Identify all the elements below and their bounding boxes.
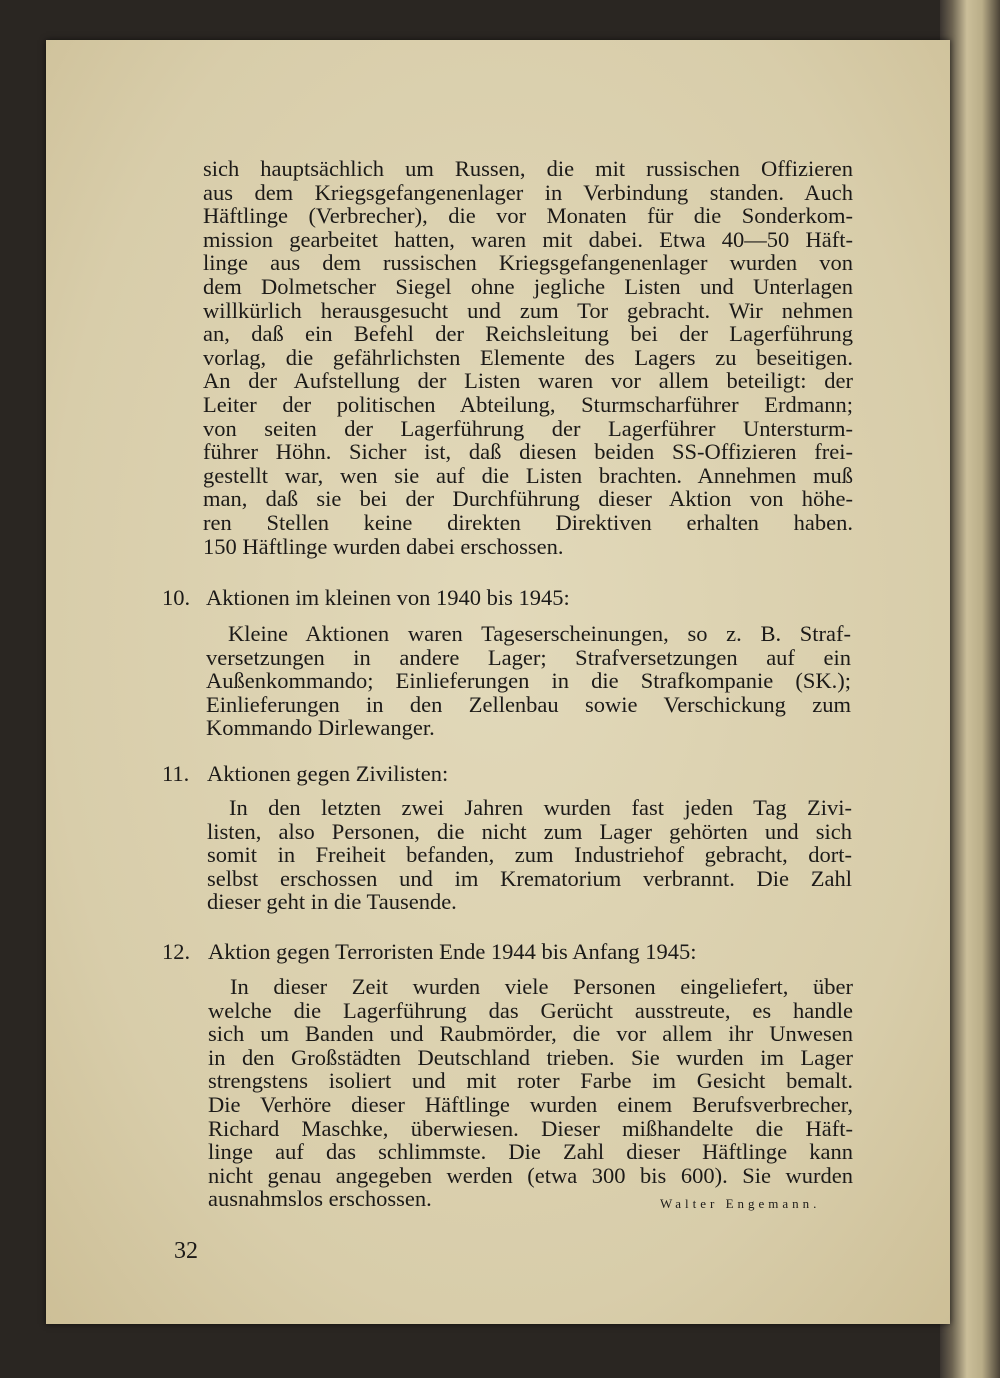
paragraph-intro — [203, 157, 853, 558]
text-line: sich hauptsächlich um Russen, die mit russischen Offizieren — [203, 156, 853, 181]
text-line: dieser geht in die Tausende. — [207, 889, 457, 915]
text-line: linge aus dem russischen Kriegsgefangenenlager wurden von — [203, 250, 853, 276]
page-number: 32 — [174, 1238, 198, 1264]
text-line: aus dem Kriegsgefangenenlager in Verbindung standen. Auch — [203, 179, 853, 205]
text-line: In den letzten zwei Jahren wurden fast jeden Tag Zivi- — [229, 795, 852, 820]
text-line: mission gearbeitet hatten, waren mit dabei. Etwa 40—50 Häft- — [203, 226, 853, 252]
text-line: nicht genau angegeben werden (etwa 300 bis 600). Sie wurden — [208, 1162, 853, 1188]
text-line: ausnahmslos erschossen. — [208, 1186, 432, 1212]
section-heading: Aktionen gegen Zivilisten: — [207, 761, 449, 786]
section-number: 12. — [162, 939, 191, 964]
section-heading: Aktion gegen Terroristen Ende 1944 bis Anfang 1945: — [208, 939, 697, 964]
section-heading: Aktionen im kleinen von 1940 bis 1945: — [206, 585, 570, 610]
text-line: ren Stellen keine direkten Direktiven erhalten haben. — [203, 509, 853, 535]
book-page — [46, 40, 950, 1324]
text-line: Die Verhöre dieser Häftlinge wurden einem Berufsverbrecher, — [208, 1091, 853, 1117]
section-number: 10. — [162, 585, 191, 610]
text-line: sich um Banden und Raubmörder, die vor allem ihr Unwesen — [208, 1021, 853, 1047]
text-line: linge auf das schlimmste. Die Zahl dieser Häftlinge kann — [208, 1139, 853, 1165]
text-line: Kommando Dirlewanger. — [206, 715, 435, 741]
text-line: welche die Lagerführung das Gerücht ausstreute, es handle — [208, 997, 853, 1023]
text-line: Leiter der politischen Abteilung, Sturmscharführer Erdmann; — [203, 391, 853, 417]
author-signature: Walter Engemann. — [660, 1196, 821, 1211]
text-line: Richard Maschke, überwiesen. Dieser mißhandelte die Häft- — [208, 1115, 853, 1141]
section-10-body — [206, 622, 851, 740]
text-line: gestellt war, wen sie auf die Listen brachten. Annehmen muß — [203, 462, 853, 488]
text-line: führer Höhn. Sicher ist, daß diesen beiden SS-Offizieren frei- — [203, 439, 853, 465]
text-line: somit in Freiheit befanden, zum Industriehof gebracht, dort- — [207, 842, 852, 868]
text-line: Kleine Aktionen waren Tageserscheinungen, so z. B. Straf- — [228, 621, 851, 646]
text-line: listen, also Personen, die nicht zum Lager gehörten und sich — [207, 818, 852, 844]
text-line: Häftlinge (Verbrecher), die vor Monaten für die Sonderkom- — [203, 203, 853, 229]
text-line: An der Aufstellung der Listen waren vor allem beteiligt: der — [203, 368, 853, 394]
text-line: In dieser Zeit wurden viele Personen eingeliefert, über — [230, 974, 853, 999]
section-12-body — [208, 975, 853, 1211]
text-line: Einlieferungen in den Zellenbau sowie Verschickung zum — [206, 691, 851, 717]
text-line: selbst erschossen und im Krematorium verbrannt. Die Zahl — [207, 865, 852, 891]
text-line: versetzungen in andere Lager; Strafversetzungen auf ein — [206, 644, 851, 670]
text-line: vorlag, die gefährlichsten Elemente des Lagers zu beseitigen. — [203, 344, 853, 370]
text-line: dem Dolmetscher Siegel ohne jegliche Listen und Unterlagen — [203, 273, 853, 299]
text-line: in den Großstädten Deutschland trieben. Sie wurden im Lager — [208, 1044, 853, 1070]
section-number: 11. — [162, 761, 190, 786]
text-line: an, daß ein Befehl der Reichsleitung bei der Lagerführung — [203, 321, 853, 347]
text-line: Außenkommando; Einlieferungen in die Strafkompanie (SK.); — [206, 668, 851, 694]
text-line: willkürlich herausgesucht und zum Tor gebracht. Wir nehmen — [203, 297, 853, 323]
text-line: von seiten der Lagerführung der Lagerführer Untersturm- — [203, 415, 853, 441]
text-line: strengstens isoliert und mit roter Farbe im Gesicht bemalt. — [208, 1068, 853, 1094]
text-line: man, daß sie bei der Durchführung dieser Aktion von höhe- — [203, 486, 853, 512]
section-11-body — [207, 796, 852, 914]
text-line: 150 Häftlinge wurden dabei erschossen. — [203, 533, 564, 559]
